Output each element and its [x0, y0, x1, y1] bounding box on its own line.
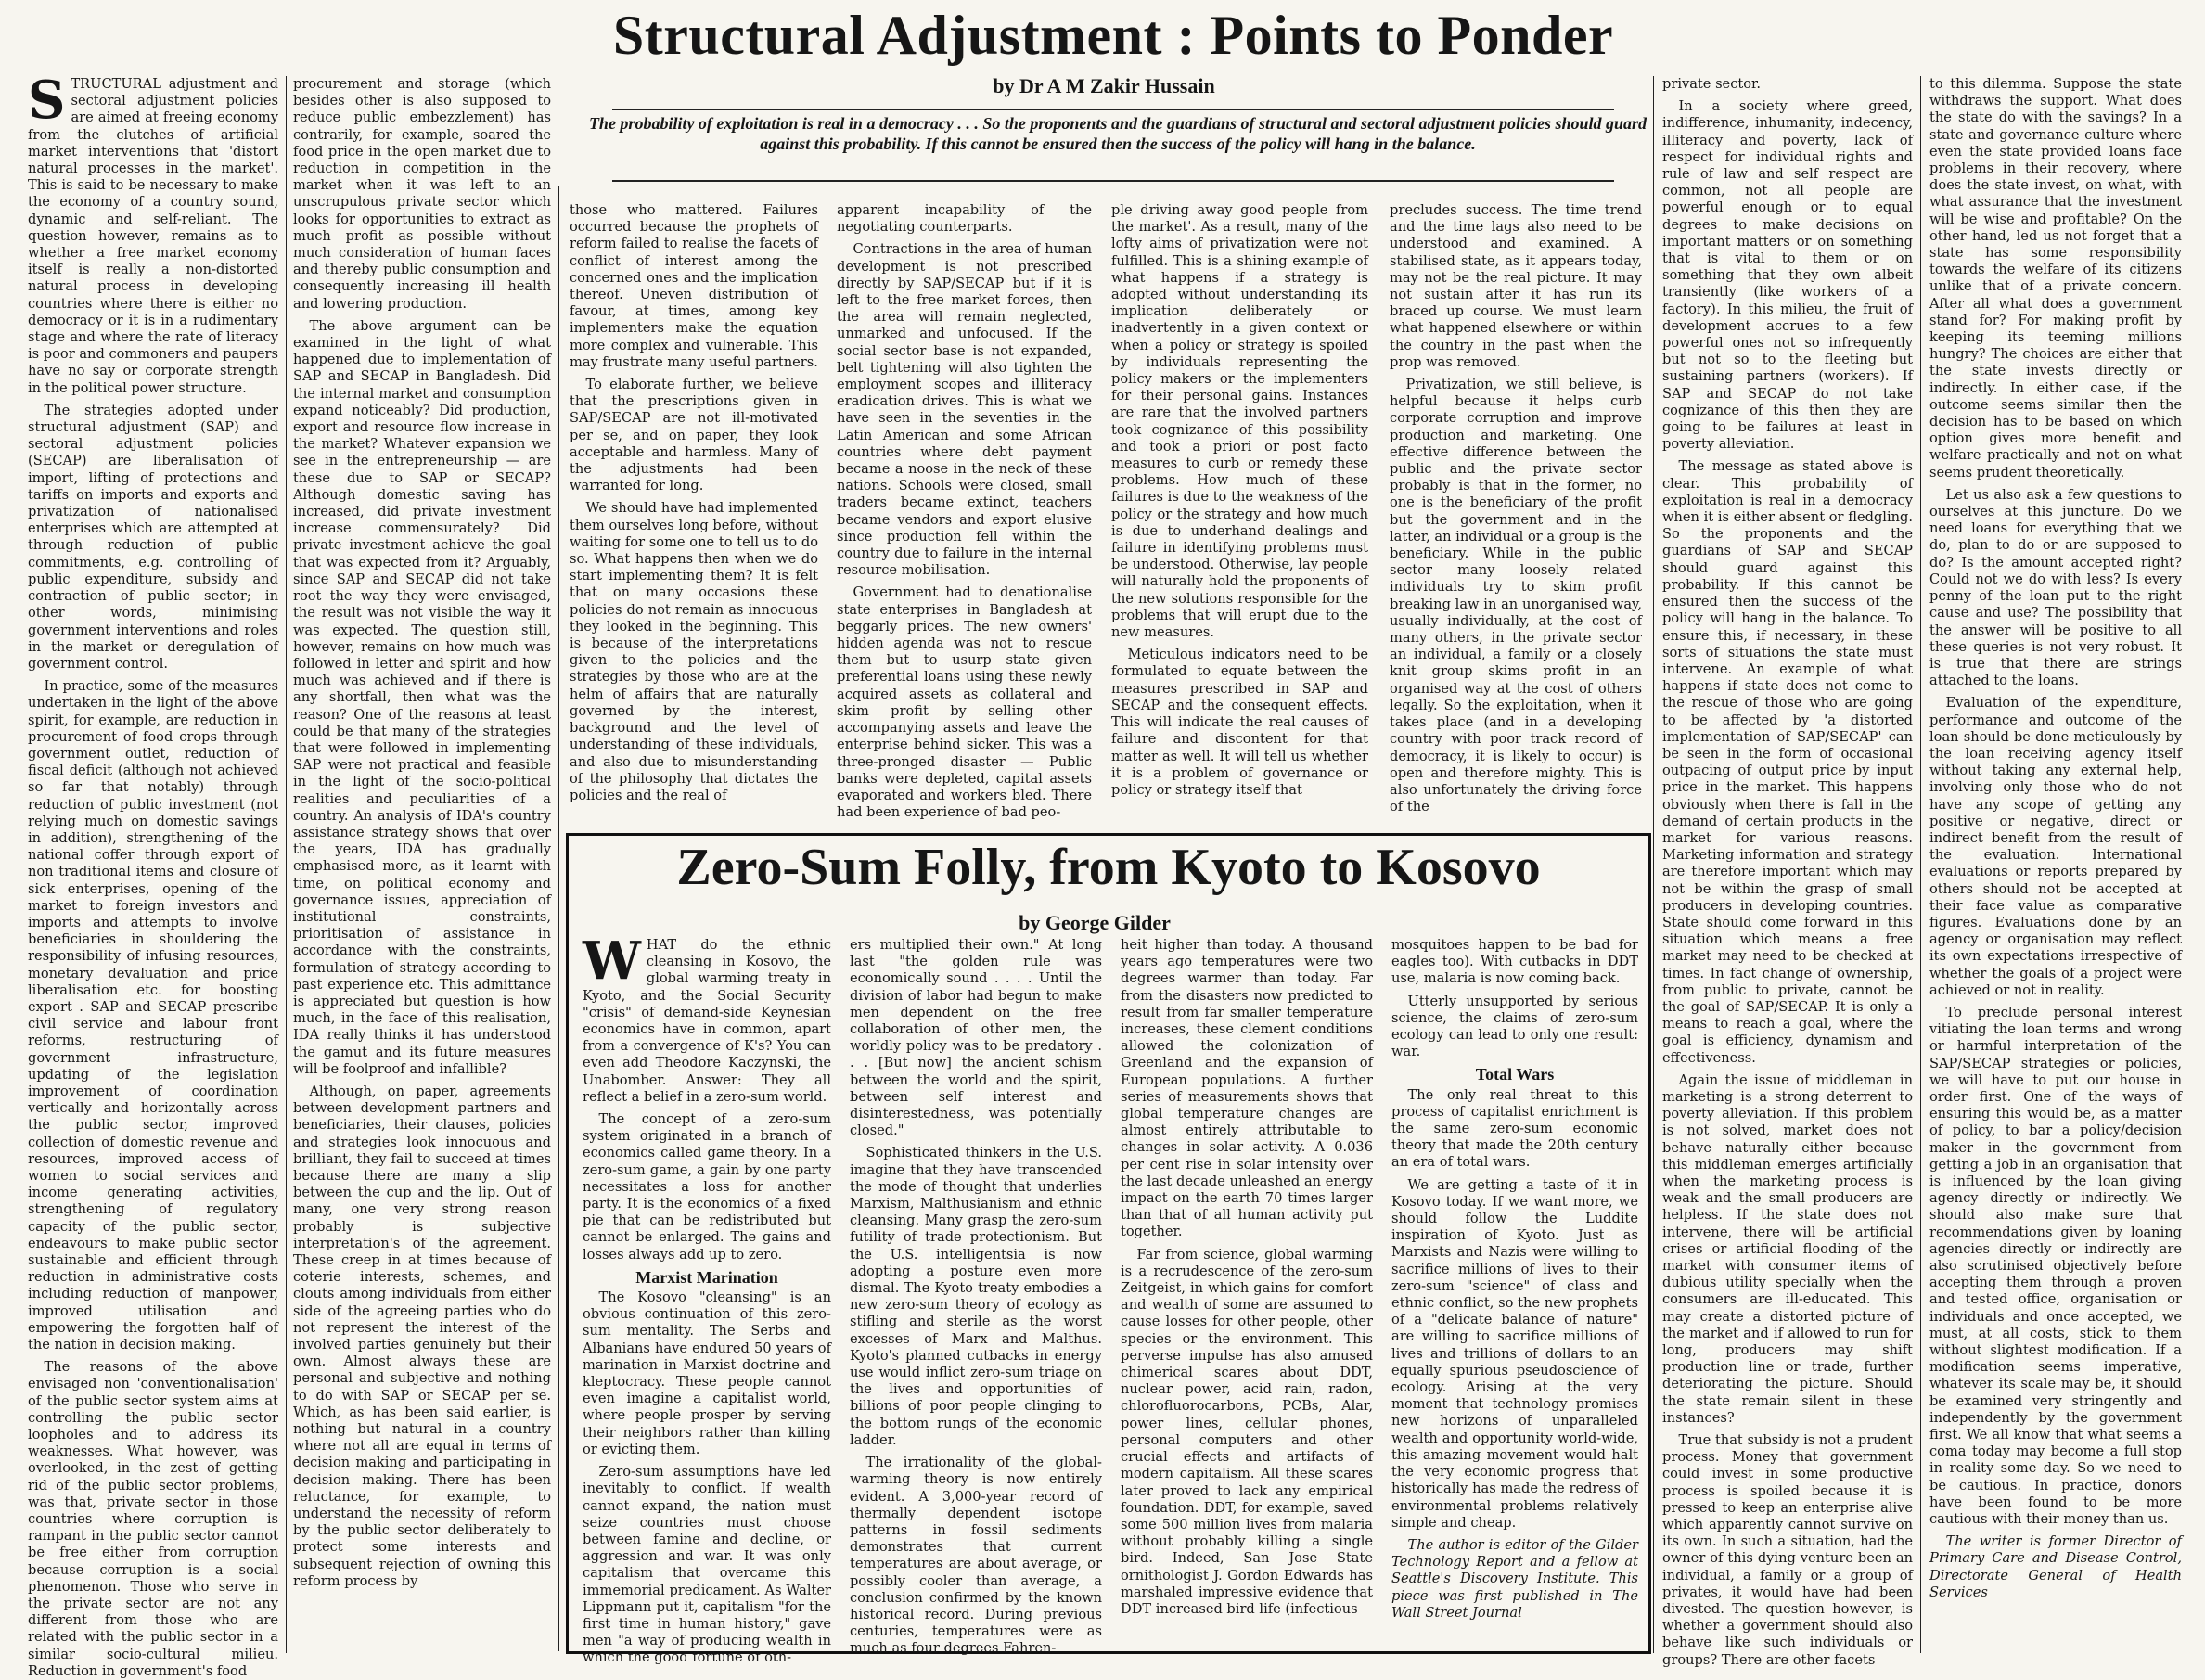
- column-divider: [1920, 76, 1921, 1653]
- column-divider: [1653, 76, 1654, 1653]
- article2-column-4: [1391, 937, 1638, 1647]
- standfirst-bottom-rule: [612, 180, 1614, 182]
- a1-c6-p1: precludes success. The time trend and the time lags also need to be understood and examined. A stabilised state, as it appears today, may not be the real picture. It may not sustain after it has run its braced up course. We must learn what happened elsewhere or within the country in the past when the prop was removed.: [1390, 202, 1642, 370]
- article1-column-4: [837, 202, 1092, 826]
- a1-c7-p2: In a society where greed, indifference, inhumanity, indecency, illiteracy and poverty, lack of respect for individual rights and rule of law and self respect are common, not all people are powerful enough or to equal degrees to make decisions on important matters or on something that is vital to them or on something that they own albeit transiently (like workers of a factory). In this milieu, the fruit of development accrues to a few powerful ones not so infrequently but not so to the fleeting but sustaining partners (workers). If SAP and SECAP do not take cognizance of this then they are going to be failures at least in poverty alleviation.: [1662, 98, 1913, 453]
- headline-zero-sum-folly: Zero-Sum Folly, from Kyoto to Kosovo: [676, 839, 1541, 896]
- article1-column-6: [1390, 202, 1642, 826]
- column-divider: [558, 186, 559, 1651]
- a1-c5-p1: ple driving away good people from the market'. As a result, many of the lofty aims of privatization were not fulfilled. This is a shining example of what happens if a strategy is adopted without understanding its implication deliberately or inadvertently in a given context or when a policy or strategy is spoiled by individuals representing the policy makers or the implementers for their personal gains. Instances are rare that the involved partners took cognizance of this possibility and took a priori or post facto measures to curb or remedy these problems. How much of these failures is due to the weakness of the policy or the strategy and how much is due to underhand dealings and failure in identifying problems must be understood. Otherwise, lay people will naturally hold the proponents of the new solutions responsible for the problems that will erupt due to the new measures.: [1111, 202, 1368, 641]
- column-divider: [286, 76, 287, 1653]
- article1-standfirst: The probability of exploitation is real in a democracy . . . So the proponents and the guardians of structural and sectoral adjustment policies should guard against this probability. If this cannot be ensured then the success of the policy will hang in the balance.: [588, 114, 1647, 153]
- a2-c1-p3: The Kosovo "cleansing" is an obvious continuation of this zero-sum mentality. The Serbs and Albanians have endured 50 years of marination in Marxist doctrine and kleptocracy. These people cannot even imagine a capitalist world, where people prosper by serving their neighbors rather than killing or evicting them.: [583, 1289, 831, 1457]
- a2-c1-p2: The concept of a zero-sum system originated in a branch of economics called game theory. In a zero-sum game, a gain by one party necessitates a loss for another party. It is the economics of a fixed pie that can be redistributed but cannot be enlarged. The gains and losses always add up to zero.: [583, 1111, 831, 1263]
- article2-column-1: [583, 930, 831, 1666]
- a2-c4-p3: The only real threat to this process of capitalist enrichment is the same zero-sum economic theory that made the 20th century an era of total wars.: [1391, 1086, 1638, 1171]
- article1-column-1: [28, 70, 278, 1679]
- a2-c4-p4: We are getting a taste of it in Kosovo today. If we want more, we should follow the Luddite inspiration of Kyoto. Just as Marxists and Nazis were willing to sacrifice millions of lives to their zero-sum "science" of class and ethnic conflict, so the new prophets of a "delicate balance of nature" are willing to sacrifice millions of lives and trillions of dollars to an equally spurious pseudoscience of ecology. Arising at the very moment that technology promises new horizons of unparalleled wealth and opportunity world-wide, this amazing movement would halt the very economic progress that historically has made the redress of environmental problems relatively simple and cheap.: [1391, 1176, 1638, 1531]
- article1-column-7: [1662, 76, 1913, 1668]
- article1-column-3: [570, 202, 818, 826]
- a2-c2-p3: The irrationality of the global-warming theory is now entirely evident. A 3,000-year record of thermally dependent isotope patterns in fossil sediments demonstrates that current temperatures are about average, or possibly cooler than average, a conclusion confirmed by the known historical record. During previous centuries, temperatures were as much as four degrees Fahren-: [850, 1455, 1102, 1657]
- a2-c1-p1: HAT do the ethnic cleansing in Kosovo, the global warming treaty in Kyoto, and the Social Security "crisis" of demand-side Keynesian economics have in common, apart from a convergence of K's? You can even add Theodore Kaczynski, the Unabomber. Answer: They all reflect a belief in a zero-sum world.: [583, 937, 831, 1105]
- a2-c2-p1: ers multiplied their own." At long last "the golden rule was economically sound . . . . Until the division of labor had begun to make men dependent on the free collaboration of other men, the worldly policy was to be predatory . . . [But now] the ancient schism between the world and the spirit, between self interest and disinterestedness, was potentially closed.": [850, 937, 1102, 1139]
- a2-c3-p2: Far from science, global warming is a recrudescence of the zero-sum Zeitgeist, in which gains for comfort and wealth of some are assumed to cause losses for other people, other species or the environment. This perverse impulse has also amused chimerical scares about DDT, nuclear power, acid rain, radon, chlorofluorocarbons, PCBs, Alar, power lines, cellular phones, personal computers and other crucial effects and artifacts of modern capitalism. All these scares later proved to lack any empirical foundation. DDT, for example, saved some 500 million lives from malaria without probably killing a single bird. Indeed, San Jose State ornithologist J. Gordon Edwards has marshaled impressive evidence that DDT increased bird life (infectious: [1121, 1246, 1373, 1617]
- a1-c2-p1: procurement and storage (which besides other is also supposed to reduce public embezzlement) has contrarily, for example, soared the food price in the open market due to reduction in competition in the market when it was left to an unscrupulous private sector which looks for opportunities to extract as much profit as possible without much consideration of human faces and thereby public consumption and consequently increasing ill health and lowering production.: [293, 76, 551, 312]
- a1-c4-p2: Contractions in the area of human development is not prescribed directly by SAP/SECAP but if it is left to the free market forces, then the area will remain neglected, unmarked and unfocused. If the social sector base is not expanded, belt tightening will also tighten the employment scopes and illiteracy eradication drives. This is what we have seen in the seventies in the Latin American and some African countries where debt payment became a noose in the neck of these nations. Schools were closed, small traders became extinct, teachers became vendors and export elusive since production fell within the country due to failure in the internal resource mobilisation.: [837, 241, 1092, 579]
- byline-zakir-hussain: by Dr A M Zakir Hussain: [993, 74, 1215, 97]
- a1-c2-p3: Although, on paper, agreements between development partners and beneficiaries, their clauses, policies and strategies look innocuous and brilliant, they fail to succeed at times because there are many a slip between the cup and the lip. Out of many, one very strong reason probably is subjective interpretation's of the agreement. These creep in at times because of coterie interests, schemes, and clouts among individuals from either side of the agreeing parties who do not represent the interest of the involved parties genuinely but their own. Almost always these are personal and subjective and nothing to do with SAP or SECAP per se. Which, as has been said earlier, is nothing but natural in a country where not all are equal in terms of decision making and participating in decision making. There has been reluctance, for example, to understand the necessity of reform by the public sector deliberately to protect some interests and subsequent rejection of owning this reform process by: [293, 1083, 551, 1589]
- subhead-total-wars: Total Wars: [1475, 1065, 1555, 1084]
- article2-column-3: [1121, 937, 1373, 1647]
- headline-structural-adjustment: Structural Adjustment : Points to Ponder: [612, 5, 1614, 66]
- a2-c2-p2: Sophisticated thinkers in the U.S. imagine that they have transcended the mode of thought that underlies Marxism, Malthusianism and ethnic cleansing. Many grasp the zero-sum futility of trade protectionism. But the U.S. intelligentsia is now adopting a posture even more dismal. The Kyoto treaty embodies a new zero-sum theory of ecology as stifling and sterile as the worst excesses of Marx and Malthus. Kyoto's planned cutbacks in energy use would inflict zero-sum triage on the lives and opportunities of billions of poor people clinging to the bottom rungs of the economic ladder.: [850, 1145, 1102, 1448]
- subhead-marxist-marination: Marxist Marination: [635, 1267, 778, 1287]
- a1-c4-p3: Government had to denationalise state enterprises in Bangladesh at beggarly prices. The new owners' hidden agenda was not to rescue them but to usurp state given preferential loans using these newly acquired assets as collateral and skim profit by selling other accompanying assets and leave the enterprise behind sicker. This was a three-pronged disaster — Public banks were depleted, capital assets evaporated and workers bled. There had been experience of bad peo-: [837, 584, 1092, 821]
- article1-column-5: [1111, 202, 1368, 826]
- a1-c8-p2: Let us also ask a few questions to ourselves at this juncture. Do we need loans for everything that we do, plan to do or are supposed to do? Is the amount accepted right? Could not we do with less? Is every penny of the loan put to the right cause and use? The possibility that the answer will be positive to all these queries is not very robust. It is true that there are strings attached to the loans.: [1929, 486, 2182, 689]
- dropcap-s: S: [28, 70, 66, 131]
- article2-column-2: [850, 937, 1102, 1657]
- a1-c5-p2: Meticulous indicators need to be formulated to equate between the measures prescribed in SAP and SECAP and the consequent effects. This will indicate the real causes of failure and discontent for that matter as well. It will tell us whether it is a problem of governance or policy or strategy itself that: [1111, 647, 1368, 798]
- article1-author-credit: The writer is former Director of Primary Care and Disease Control, Directorate General of Health Services: [1929, 1533, 2182, 1600]
- a2-c1-p4: Zero-sum assumptions have led inevitably to conflict. If wealth cannot expand, the nation must seize countries must choose between famine and decline, or aggression and war. It was only capitalism that overcame this immemorial predicament. As Walter Lippmann put it, capitalism "for the first time in human history," gave men "a way of producing wealth in which the good fortune of oth-: [583, 1464, 831, 1666]
- a1-c1-p4: The reasons of the above envisaged non 'conventionalisation' of the public sector system aims at controlling the public sector loopholes and to address its weaknesses. What however, was overlooked, in the zest of getting rid of the public sector problems, was that, private sector in those countries where corruption is rampant in the public sector cannot be free either from corruption because corruption is a social phenomenon. Those who serve in the private sector are not any different from those who are related with the public sector in a similar socio-cultural milieu. Reduction in government's food: [28, 1359, 278, 1679]
- a1-c8-p4: To preclude personal interest vitiating the loan terms and wrong or harmful interpretation of the SAP/SECAP strategies or policies, we will have to put our house in order first. One of the ways of ensuring this would be, as a matter of policy, to bar a policy/decision maker in the government from getting a job in an organisation that is influenced by the loan giving agency directly or indirectly. We should also make sure that recommendations given by loaning agencies directly or indirectly are also scrutinised objectively before accepting them through a proven and tested office, organisation or individuals and once accepted, we must, at all costs, stick to them without slightest modification. If a modification seems imperative, whatever its scale may be, it should be examined very stringently and independently by the government first. We all know that what seems a coma today may become a full stop in reality some day. So we need to be cautious. In practice, donors have been found to be more cautious with their money than us.: [1929, 1004, 2182, 1528]
- article1-column-2: [293, 76, 551, 1653]
- a1-c1-p3: In practice, some of the measures undertaken in the light of the above spirit, for example, are reduction in procurement of food crops through government outlet, reduction of fiscal deficit (although not achieved so far that notably) through reduction of public investment (not relying much on domestic savings in addition), strengthening of the national coffer through export of non traditional items and closure of sick enterprises, opening of the market to foreign investors and imports and attempts to involve beneficiaries in shouldering the responsibility of infusing resources, monetary devaluation and price liberalisation etc. for boosting export . SAP and SECAP prescribe civil service and labour front reforms, restructuring of government infrastructure, updating of the legislation improvement of coordination vertically and horizontally across the public sector, improved collection of domestic revenue and resources, improved access of women to social services and income generating activities, strengthening of regulatory capacity of the public sector, endeavours to make public sector sustainable and efficient through reduction in administrative costs including reduction of manpower, improved utilisation and empowering the forgotten half of the nation in decision making.: [28, 678, 278, 1353]
- byline-george-gilder: by George Gilder: [1019, 911, 1171, 934]
- article2-author-credit: The author is editor of the Gilder Technology Report and a fellow at Seattle's Discovery Institute. This piece was first published in The Wall Street Journal: [1391, 1536, 1638, 1621]
- a1-c1-p2: The strategies adopted under structural adjustment (SAP) and sectoral adjustment policies (SECAP) are liberalisation of import, lifting of protections and tariffs on imports and exports and privatization of nationalised enterprises which are attempted at through reduction of public commitments, e.g. controlling of public expenditure, subsidy and contraction of public sector; in other words, minimising government interventions and roles in the market or deregulation of government control.: [28, 402, 278, 672]
- a1-c3-p3: We should have had implemented them ourselves long before, without waiting for some one to tell us to do so. What happens then when we do start implementing them? It is felt that on many occasions these policies do not remain as innocuous they looked in the beginning. This is because of the interpretations given to the policies and the strategies by those who are at the helm of affairs that are naturally governed by the interest, background and the level of understanding of these individuals, and also due to misunderstanding of the philosophy that dictates the policies and the real of: [570, 500, 818, 803]
- a1-c7-p1: private sector.: [1662, 76, 1762, 92]
- a1-c7-p4: Again the issue of middleman in marketing is a strong deterrent to poverty alleviation. If this problem is not solved, market does not behave naturally either because this middleman emerges artificially when the marketing process is weak and the small producers are helpless. If the state does not intervene, there will be artificial crises or artificial flooding of the market with consumer items of dubious utility specially when the consumers are ill-educated. This may create a distorted picture of the market and if allowed to run for long, producers may shift production line or trade, further deteriorating the picture. Should the state remain silent in these instances?: [1662, 1071, 1913, 1426]
- a1-c8-p3: Evaluation of the expenditure, performance and outcome of the loan should be done meticulously by the loan receiving agency itself without taking any external help, involving only those who do not have any scope of getting any positive or negative, direct or indirect benefit from the result of the evaluation. International evaluations or reports prepared by others should not be accepted at their face value as comparative figures. Evaluations done by an agency or organisation may reflect its own expectations irrespective of whether the goals of a project were achieved or not in reality.: [1929, 695, 2182, 998]
- a1-c7-p5: True that subsidy is not a prudent process. Money that government could invest in some productive process is spoiled because it is pressed to keep an enterprise alive which apparently cannot survive on its own. In such a situation, had the owner of this dying venture been an individual, a family or a group of privates, it would have had been divested. The question however, is whether a government should also behave like such individuals or groups? There are other facets: [1662, 1432, 1913, 1668]
- a2-c3-p1: heit higher than today. A thousand years ago temperatures were two degrees warmer than today. Far from the disasters now predicted to result from far smaller temperature increases, these clement conditions allowed the colonization of Greenland and the expansion of European populations. A further series of measurements shows that global temperature changes are almost entirely attributable to changes in solar activity. A 0.036 per cent rise in solar intensity over the last decade unleashed an energy impact on the earth 70 times larger than that of all human activity put together.: [1121, 937, 1373, 1240]
- standfirst-top-rule: [612, 109, 1614, 110]
- a1-c4-p1: apparent incapability of the negotiating counterparts.: [837, 202, 1092, 236]
- a1-c3-p1: those who mattered. Failures occurred because the prophets of reform failed to realise the facets of conflict of interest among the concerned ones and the implication thereof. Uneven distribution of favour, at times, among key implementers make the equation more complex and vulnerable. This may frustrate many useful partners.: [570, 202, 818, 370]
- a1-c7-p3: The message as stated above is clear. This probability of exploitation is real in a democracy when it is either absent or fledgling. So the proponents and the guardians of SAP and SECAP should guard against this probability. If this cannot be ensured then the success of the policy will hang in the balance. To ensure this, if necessary, in these sorts of situations the state must intervene. An example of what happens if state does not come to the rescue of those who are going to be affected by 'a distorted implementation of SAP/SECAP' can be seen in the form of occasional outpacing of output price by input price in the market. This happens obviously when there is fall in the demand of certain products in the market for various reasons. Marketing information and strategy are therefore important which may not be within the grasp of small producers in developing countries. State should come forward in this situation which means a free market may need to be checked at times. In fact change of ownership, from public to private, cannot be the goal of SAP/SECAP. It is only a means to reach a goal, where the goal is efficiency, dynamism and effectiveness.: [1662, 458, 1913, 1066]
- a1-c8-p1: to this dilemma. Suppose the state withdraws the support. What does the state do with the savings? In a state and governance culture where even the state provided loans face problems in their recovery, where does the state invest, on what, with what assurance that the investment will be wise and profitable? On the other hand, led us not forget that a state has some responsibility towards the welfare of its citizens unlike that of a private concern. After all what does a government stand for? For making profit by keeping its teeming millions hungry? The choices are either that the state invests directly or indirectly. In either case, if the outcome seems similar then the decision has to be based on which option gives more benefit and welfare practically and not on what seems prudent theoretically.: [1929, 76, 2182, 481]
- a2-c4-p2: Utterly unsupported by serious science, the claims of zero-sum ecology can lead to only one result: war.: [1391, 993, 1638, 1060]
- a1-c3-p2: To elaborate further, we believe that the prescriptions given in SAP/SECAP are not ill-motivated per se, and on paper, they look acceptable and harmless. Many of the adjustments had been warranted for long.: [570, 377, 818, 494]
- article1-column-8: [1929, 76, 2182, 1653]
- a1-c2-p2: The above argument can be examined in the light of what happened due to implementation of SAP and SECAP in Bangladesh. Did the internal market and consumption expand noticeably? Did production, export and resource flow increase in the market? Whatever expansion we see in the entrepreneurship — are these due to SAP or SECAP? Although domestic saving has increased, did private investment increase commensurately? Did private investment achieve the goal that was expected from it? Arguably, since SAP and SECAP did not take root the way they were envisaged, the result was not visible the way it was expected. The question still, however, remains on how much was followed in letter and spirit and how much was achieved and if there is any shortfall, then what was the reason? One of the reasons at least could be that many of the strategies that were followed in implementing SAP were not practical and feasible in the light of the socio-political realities and peculiarities of a country. An analysis of IDA's country assistance strategy shows that over the years, IDA has gradually emphasised more, as it learnt with time, on political economy and governance issues, appreciation of institutional constraints, prioritisation of assistance in accordance with the constraints, formulation of strategy according to past experience etc. This admittance is appreciated but question is how much, in the face of this realisation, IDA really thinks it has understood the gamut and its future measures will be foolproof and infallible?: [293, 317, 551, 1077]
- dropcap-w: W: [583, 930, 641, 992]
- a2-c4-p1: mosquitoes happen to be bad for eagles too). With cutbacks in DDT use, malaria is now coming back.: [1391, 937, 1638, 987]
- a1-c6-p2: Privatization, we still believe, is helpful because it helps curb corporate corruption and improve production and marketing. One effective difference between the public and the private sector probably is that in the former, no one is the beneficiary of the profit but the government and in the latter, an individual or a group is the beneficiary. While in the public sector many loosely related individuals try to skim profit breaking law in an unorganised way, usually individually, at the cost of many others, in the private sector an individual, a family or a closely knit group skims profit in an organised way at the cost of others legally. So the exploitation, when it takes place (and in a developing country with poor track record of democracy, it is likely to occur) is open and therefore mighty. This is also unfortunately the driving force of the: [1390, 377, 1642, 815]
- a1-c1-p1: TRUCTURAL adjustment and sectoral adjustment policies are aimed at freeing economy from the clutches of artificial market interventions that 'distort natural processes in the market'. This is said to be necessary to make the economy of a country sound, dynamic and self-reliant. The question however, remains as to whether a free market economy itself is really a non-distorted natural process in developing countries where there is either no democracy or it is in a rudimentary stage and where the rate of literacy is poor and commoners and paupers have no say or corporate strength in the political power structure.: [28, 76, 278, 396]
